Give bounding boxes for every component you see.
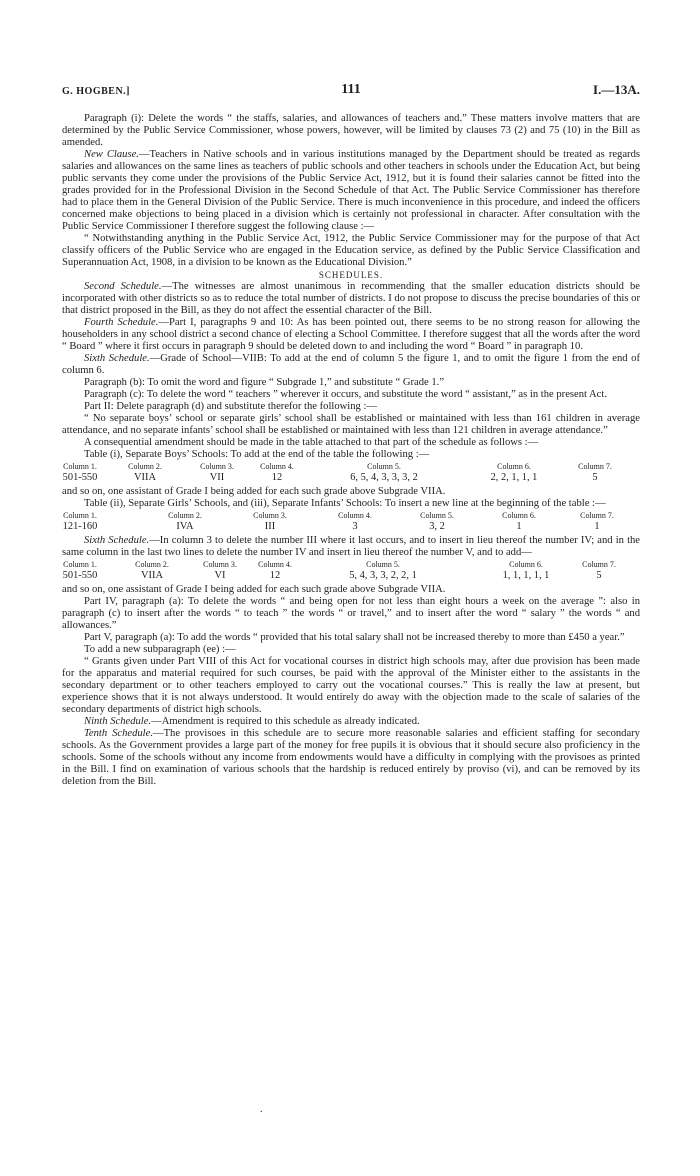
- quoted-clause: “ Grants given under Part VIII of this Act for vocational courses in district high schools may, after due provision has been made for the apparatus and material required for such courses, be paid with the approval of the Minister either to the assistants in the secondary department or to other teachers employed to carry out the vocational courses.” This is really the law at present, but experience shows that it is not always understood. It would entirely do away with the objection made to the scale of salaries of the secondary departments of district high schools.: [62, 656, 640, 715]
- table-column: [252, 461, 302, 484]
- column-header: Column 3.: [203, 560, 237, 569]
- page-number: 111: [341, 82, 361, 97]
- table-sixth-schedule-addition: [62, 559, 640, 584]
- paragraph: Part V, paragraph (a): To add the words “ provided that his total salary shall not be increased thereby to more than £450 a year.”: [84, 632, 625, 643]
- table-cell: III: [264, 521, 276, 532]
- column-header: Column 1.: [63, 511, 97, 520]
- table-cell: 501-550: [62, 472, 98, 483]
- column-header: Column 7.: [582, 560, 616, 569]
- page-mark: .: [260, 1104, 263, 1115]
- column-header: Column 6.: [502, 511, 536, 520]
- document-reference: I.—13A.: [593, 82, 640, 97]
- paragraph-lead: Second Schedule.: [84, 281, 162, 292]
- paragraph: [62, 149, 640, 233]
- column-header: Column 6.: [497, 462, 531, 471]
- table-column: [572, 510, 622, 533]
- table-boys-schools: [62, 461, 640, 486]
- table-column: [486, 559, 566, 582]
- table-column: [195, 559, 245, 582]
- column-header: Column 2.: [135, 560, 169, 569]
- paragraph-lead: Tenth Schedule.: [84, 728, 153, 739]
- table-column: [58, 461, 102, 484]
- table-cell: 5: [596, 570, 602, 581]
- table-column: [329, 461, 439, 484]
- table-cell: 1: [516, 521, 522, 532]
- table-cell: 12: [271, 472, 283, 483]
- paragraph-lead: Sixth Schedule.: [84, 353, 150, 364]
- table-cell: 1, 1, 1, 1, 1: [502, 570, 550, 581]
- paragraph-lead: Fourth Schedule.: [84, 317, 159, 328]
- table-cell: 121-160: [62, 521, 98, 532]
- table-cell: 3: [352, 521, 358, 532]
- column-header: Column 2.: [168, 511, 202, 520]
- paragraph: Paragraph (b): To omit the word and figure “ Subgrade 1,” and substitute “ Grade 1.”: [84, 377, 445, 388]
- column-header: Column 5.: [366, 560, 400, 569]
- paragraph: [62, 716, 640, 728]
- table-column: [58, 559, 102, 582]
- column-header: Column 4.: [338, 511, 372, 520]
- table-column: [250, 559, 300, 582]
- table-cell: VI: [214, 570, 226, 581]
- paragraph-lead: Sixth Schedule.: [84, 535, 150, 546]
- table-cell: 6, 5, 4, 3, 3, 3, 2: [350, 472, 418, 483]
- paragraph: and so on, one assistant of Grade I being added for each such grade above Subgrade VIIA.: [62, 584, 446, 595]
- paragraph: Part IV, paragraph (a): To delete the words “ and being open for not less than eight hours a week on the average ”: also in paragraph (c) to insert after the words “ to teach ” the words “ or travel,” and to insert after the word “ salary ” the words “ and allowances.”: [62, 596, 640, 631]
- table-column: [474, 461, 554, 484]
- table-column: [245, 510, 295, 533]
- column-header: Column 6.: [509, 560, 543, 569]
- paragraph: A consequential amendment should be made in the table attached to that part of the schedule as follows :—: [84, 437, 539, 448]
- paragraph-lead: Ninth Schedule.: [84, 716, 152, 727]
- paragraph: [62, 728, 640, 788]
- paragraph-lead: New Clause.: [84, 149, 139, 160]
- paragraph: Table (i), Separate Boys’ Schools: To add at the end of the table the following :—: [84, 449, 430, 460]
- column-header: Column 7.: [578, 462, 612, 471]
- column-header: Column 3.: [200, 462, 234, 471]
- paragraph-text: —The witnesses are almost unanimous in recommending that the smaller education districts should be incorporated with other districts so as to reduce the total number of districts. I do not propose to discuss the precise boundaries of this or that district proposed in the Bill, as they do not affect the essential character of the Bill.: [62, 281, 640, 316]
- paragraph-text: —In column 3 to delete the number III where it last occurs, and to insert in lieu thereof the number IV; and in the same column in the last two lines to delete the number IV and insert in lieu thereof the number V, and to add—: [62, 535, 641, 558]
- table-cell: VIIA: [141, 570, 163, 581]
- quoted-clause: “ No separate boys’ school or separate girls’ school shall be established or maintained with less than 161 children in average attendance, and no separate infants’ school shall be established or maintained with less than 121 children in average attendance.”: [62, 413, 640, 436]
- table-column: [192, 461, 242, 484]
- page-header: [62, 84, 640, 100]
- table-column: [574, 559, 624, 582]
- paragraph-text: —Amendment is required to this schedule as already indicated.: [151, 716, 420, 727]
- table-column: [407, 510, 467, 533]
- paragraph-text: —The provisoes in this schedule are to secure more reasonable salaries and efficient staffing for secondary schools. As the Government provides a large part of the money for free pupils it is obvious that it should secure also proficiency in the schools. Some of the schools without any income from endowments would have a difficulty in complying with the provisoes as printed in the Bill. I find on examination of various schools that the hardship is reduced entirely by proviso (vi), and can be removed by its deletion from the Bill.: [62, 728, 640, 787]
- table-column: [120, 461, 170, 484]
- table-girls-infants-schools: [62, 510, 640, 535]
- table-cell: 5, 4, 3, 3, 2, 2, 1: [349, 570, 417, 581]
- table-column: [494, 510, 544, 533]
- paragraph: Paragraph (i): Delete the words “ the staffs, salaries, and allowances of teachers and.” These matters involve matters that are determined by the Public Service Commissioner, whose powers, however, will be limited by clauses 73 (2) and 75 (10) in the Bill as amended.: [62, 113, 640, 148]
- table-cell: VII: [209, 472, 225, 483]
- paragraph: Table (ii), Separate Girls’ Schools, and (iii), Separate Infants’ Schools: To insert a new line at the beginning of the table :—: [84, 498, 606, 509]
- paragraph: [62, 317, 640, 353]
- column-header: Column 1.: [63, 560, 97, 569]
- table-column: [318, 559, 448, 582]
- table-cell: IVA: [176, 521, 194, 532]
- table-cell: VIIA: [134, 472, 156, 483]
- column-header: Column 5.: [420, 511, 454, 520]
- table-column: [160, 510, 210, 533]
- quoted-clause: “ Notwithstanding anything in the Public Service Act, 1912, the Public Service Commissioner may for the purpose of that Act classify officers of the Public Service who are engaged in the Education service, as defined by the Public Service Classification and Superannuation Act, 1908, in a division to be known as the Educational Division.”: [62, 233, 640, 268]
- paragraph-text: —Part I, paragraphs 9 and 10: As has been pointed out, there seems to be no strong reason for allowing the householders in any school district a second chance of electing a School Committee. I therefore suggest that all the words after the word “ Board ” where it first occurs in paragraph 9 should be deleted down to and including the word “ Board ” in paragraph 10.: [62, 317, 640, 352]
- paragraph-text: —Grade of School—VIIB: To add at the end of column 5 the figure 1, and to omit the figure 1 from the end of column 6.: [62, 353, 640, 376]
- paragraph: Paragraph (c): To delete the word “ teachers ” wherever it occurs, and substitute the word “ assistant,” as in the present Act.: [84, 389, 607, 400]
- column-header: Column 2.: [128, 462, 162, 471]
- paragraph: and so on, one assistant of Grade I being added for each such grade above Subgrade VIIA.: [62, 486, 446, 497]
- table-column: [330, 510, 380, 533]
- paragraph: To add a new subparagraph (ee) :—: [84, 644, 236, 655]
- column-header: Column 1.: [63, 462, 97, 471]
- paragraph: [62, 353, 640, 377]
- table-cell: 1: [594, 521, 600, 532]
- column-header: Column 7.: [580, 511, 614, 520]
- table-cell: 3, 2: [429, 521, 445, 532]
- table-column: [570, 461, 620, 484]
- paragraph-text: —Teachers in Native schools and in various institutions managed by the Department should be treated as regards salaries and allowances on the same lines as teachers of public schools and other teachers in schools under the Education Act, but being public servants they come under the provisions of the Public Service Act, 1912, but it is found their salaries cannot be fitted into the grades provided for in the Professional Division in the Second Schedule of that Act. The Public Service Commissioner has therefore had to place them in the General Division of the Public Service. There is much inconvenience in this procedure, and indeed the officers concerned make objections to being placed in a division which is certainly not professional in character. After consultation with the Public Service Commissioner I therefore suggest the following clause :—: [62, 149, 640, 232]
- table-column: [58, 510, 102, 533]
- document-body: [62, 113, 640, 788]
- paragraph: Part II: Delete paragraph (d) and substitute therefor the following :—: [84, 401, 377, 412]
- paragraph: [62, 535, 640, 559]
- table-cell: 501-550: [62, 570, 98, 581]
- column-header: Column 4.: [258, 560, 292, 569]
- column-header: Column 3.: [253, 511, 287, 520]
- table-cell: 12: [269, 570, 281, 581]
- column-header: Column 5.: [367, 462, 401, 471]
- section-heading: SCHEDULES.: [318, 270, 384, 280]
- header-author: G. HOGBEN.]: [62, 86, 131, 97]
- paragraph: [62, 281, 640, 317]
- table-cell: 2, 2, 1, 1, 1: [490, 472, 538, 483]
- column-header: Column 4.: [260, 462, 294, 471]
- table-column: [127, 559, 177, 582]
- table-cell: 5: [592, 472, 598, 483]
